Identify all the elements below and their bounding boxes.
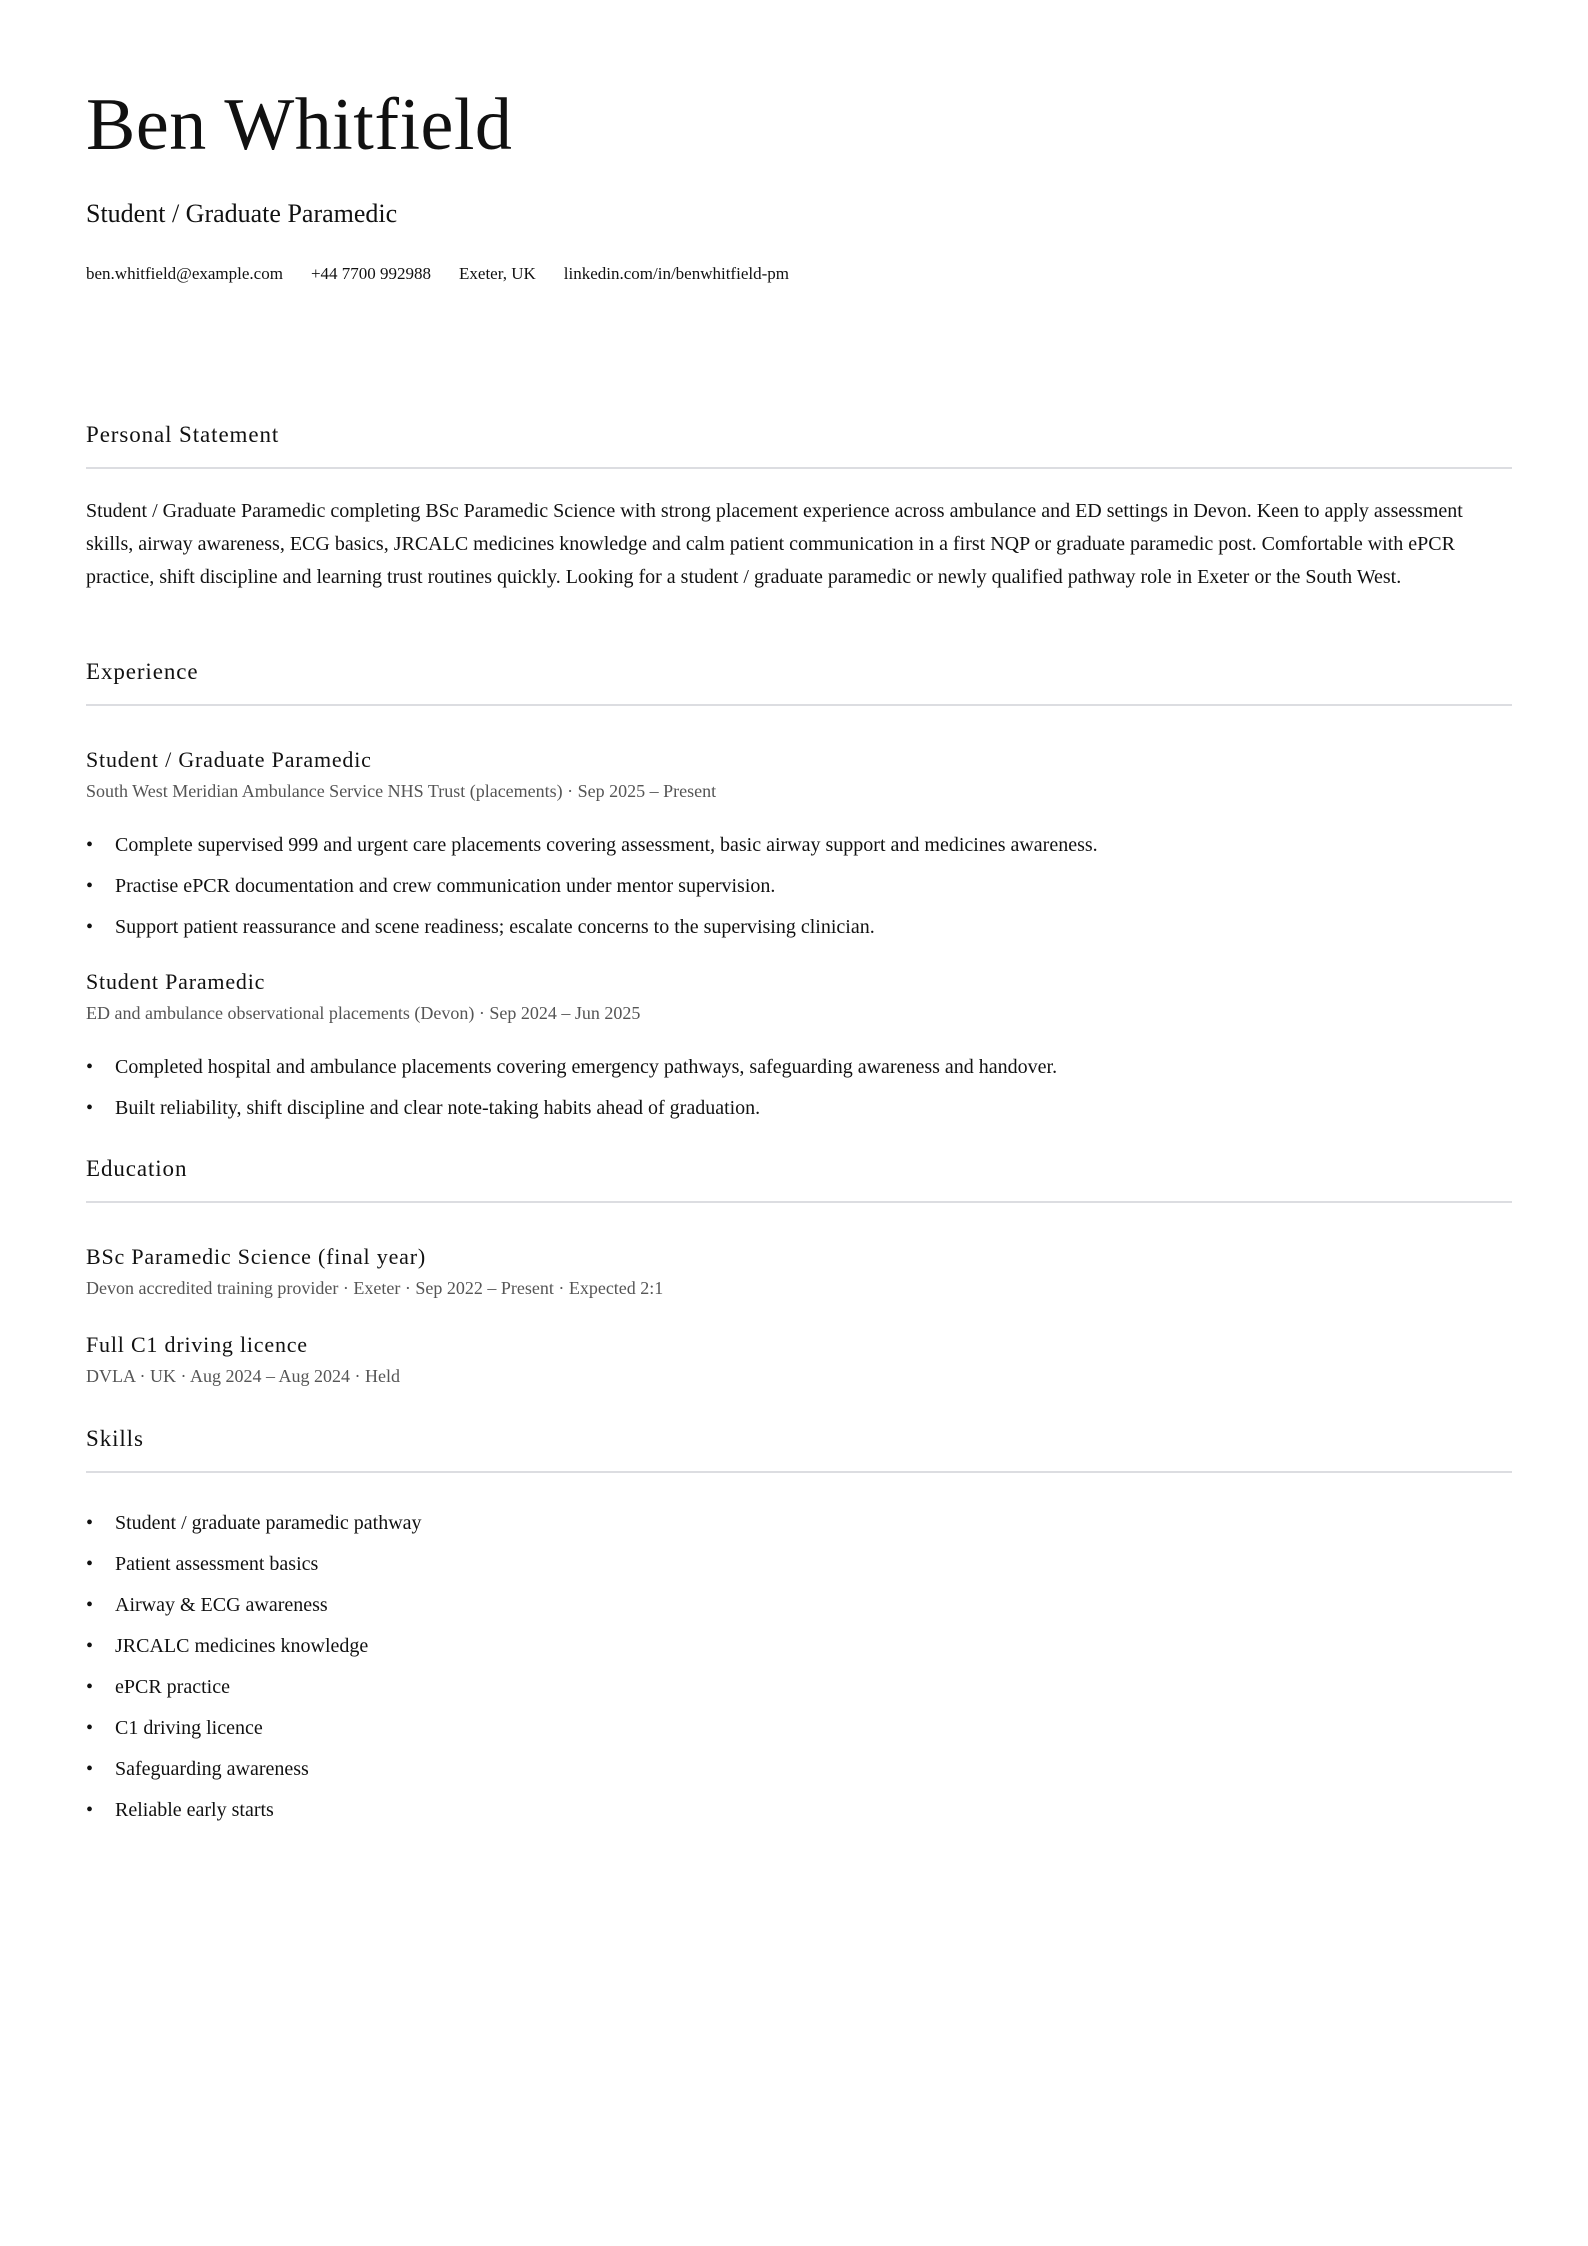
contact-email[interactable]: ben.whitfield@example.com [86, 264, 283, 283]
section-title-skills: Skills [86, 1426, 144, 1451]
skill-item: • Safeguarding awareness [86, 1749, 422, 1790]
education-meta: DVLA · UK · Aug 2024 – Aug 2024 · Held [86, 1366, 400, 1386]
section-title-experience: Experience [86, 659, 199, 684]
skills-list [86, 1503, 422, 1831]
section-divider [86, 1471, 1512, 1473]
skill-item: • Reliable early starts [86, 1790, 422, 1831]
section-title-personal-statement: Personal Statement [86, 422, 280, 447]
skill-item: • JRCALC medicines knowledge [86, 1626, 422, 1667]
education-title: BSc Paramedic Science (final year) [86, 1244, 426, 1269]
job-meta: South West Meridian Ambulance Service NHS Trust (placements) · Sep 2025 – Present [86, 781, 717, 801]
job-title: Student Paramedic [86, 969, 266, 994]
education-meta: Devon accredited training provider · Exeter · Sep 2022 – Present · Expected 2:1 [86, 1278, 664, 1298]
skill-item: • ePCR practice [86, 1667, 422, 1708]
job-bullets [86, 825, 1098, 948]
section-divider [86, 704, 1512, 706]
list-item: • Built reliability, shift discipline and clear note-taking habits ahead of graduation. [86, 1088, 1057, 1129]
skill-item: • Patient assessment basics [86, 1544, 422, 1585]
list-item: • Completed hospital and ambulance placements covering emergency pathways, safeguarding awareness and handover. [86, 1047, 1057, 1088]
list-item: • Complete supervised 999 and urgent care placements covering assessment, basic airway support and medicines awareness. [86, 825, 1098, 866]
job-meta: ED and ambulance observational placements (Devon) · Sep 2024 – Jun 2025 [86, 1003, 641, 1023]
skill-item: • C1 driving licence [86, 1708, 422, 1749]
skill-item: • Student / graduate paramedic pathway [86, 1503, 422, 1544]
section-divider [86, 467, 1512, 469]
section-divider [86, 1201, 1512, 1203]
job-title: Student / Graduate Paramedic [86, 747, 372, 772]
list-item: • Support patient reassurance and scene readiness; escalate concerns to the supervising clinician. [86, 907, 1098, 948]
education-title: Full C1 driving licence [86, 1332, 308, 1357]
section-title-education: Education [86, 1156, 188, 1181]
contact-location: Exeter, UK [459, 264, 536, 283]
candidate-role: Student / Graduate Paramedic [86, 199, 398, 228]
contact-phone[interactable]: +44 7700 992988 [310, 264, 432, 283]
job-bullets [86, 1047, 1057, 1129]
personal-statement-text: Student / Graduate Paramedic completing BSc Paramedic Science with strong placement experience across ambulance and ED settings in Devon. Keen to apply assessment skills, airway awareness, ECG basics, JRCALC medicines knowledge and calm patient communication in a first NQP or graduate paramedic post. Comfortable with ePCR practice, shift discipline and learning trust routines quickly. Looking for a student / graduate paramedic or newly qualified pathway role in Exeter or the South West. [86, 500, 1463, 588]
contact-line [86, 263, 789, 285]
candidate-name: Ben Whitfield [86, 84, 513, 166]
list-item: • Practise ePCR documentation and crew communication under mentor supervision. [86, 866, 1098, 907]
contact-linkedin[interactable]: linkedin.com/in/benwhitfield-pm [563, 264, 789, 283]
skill-item: • Airway & ECG awareness [86, 1585, 422, 1626]
